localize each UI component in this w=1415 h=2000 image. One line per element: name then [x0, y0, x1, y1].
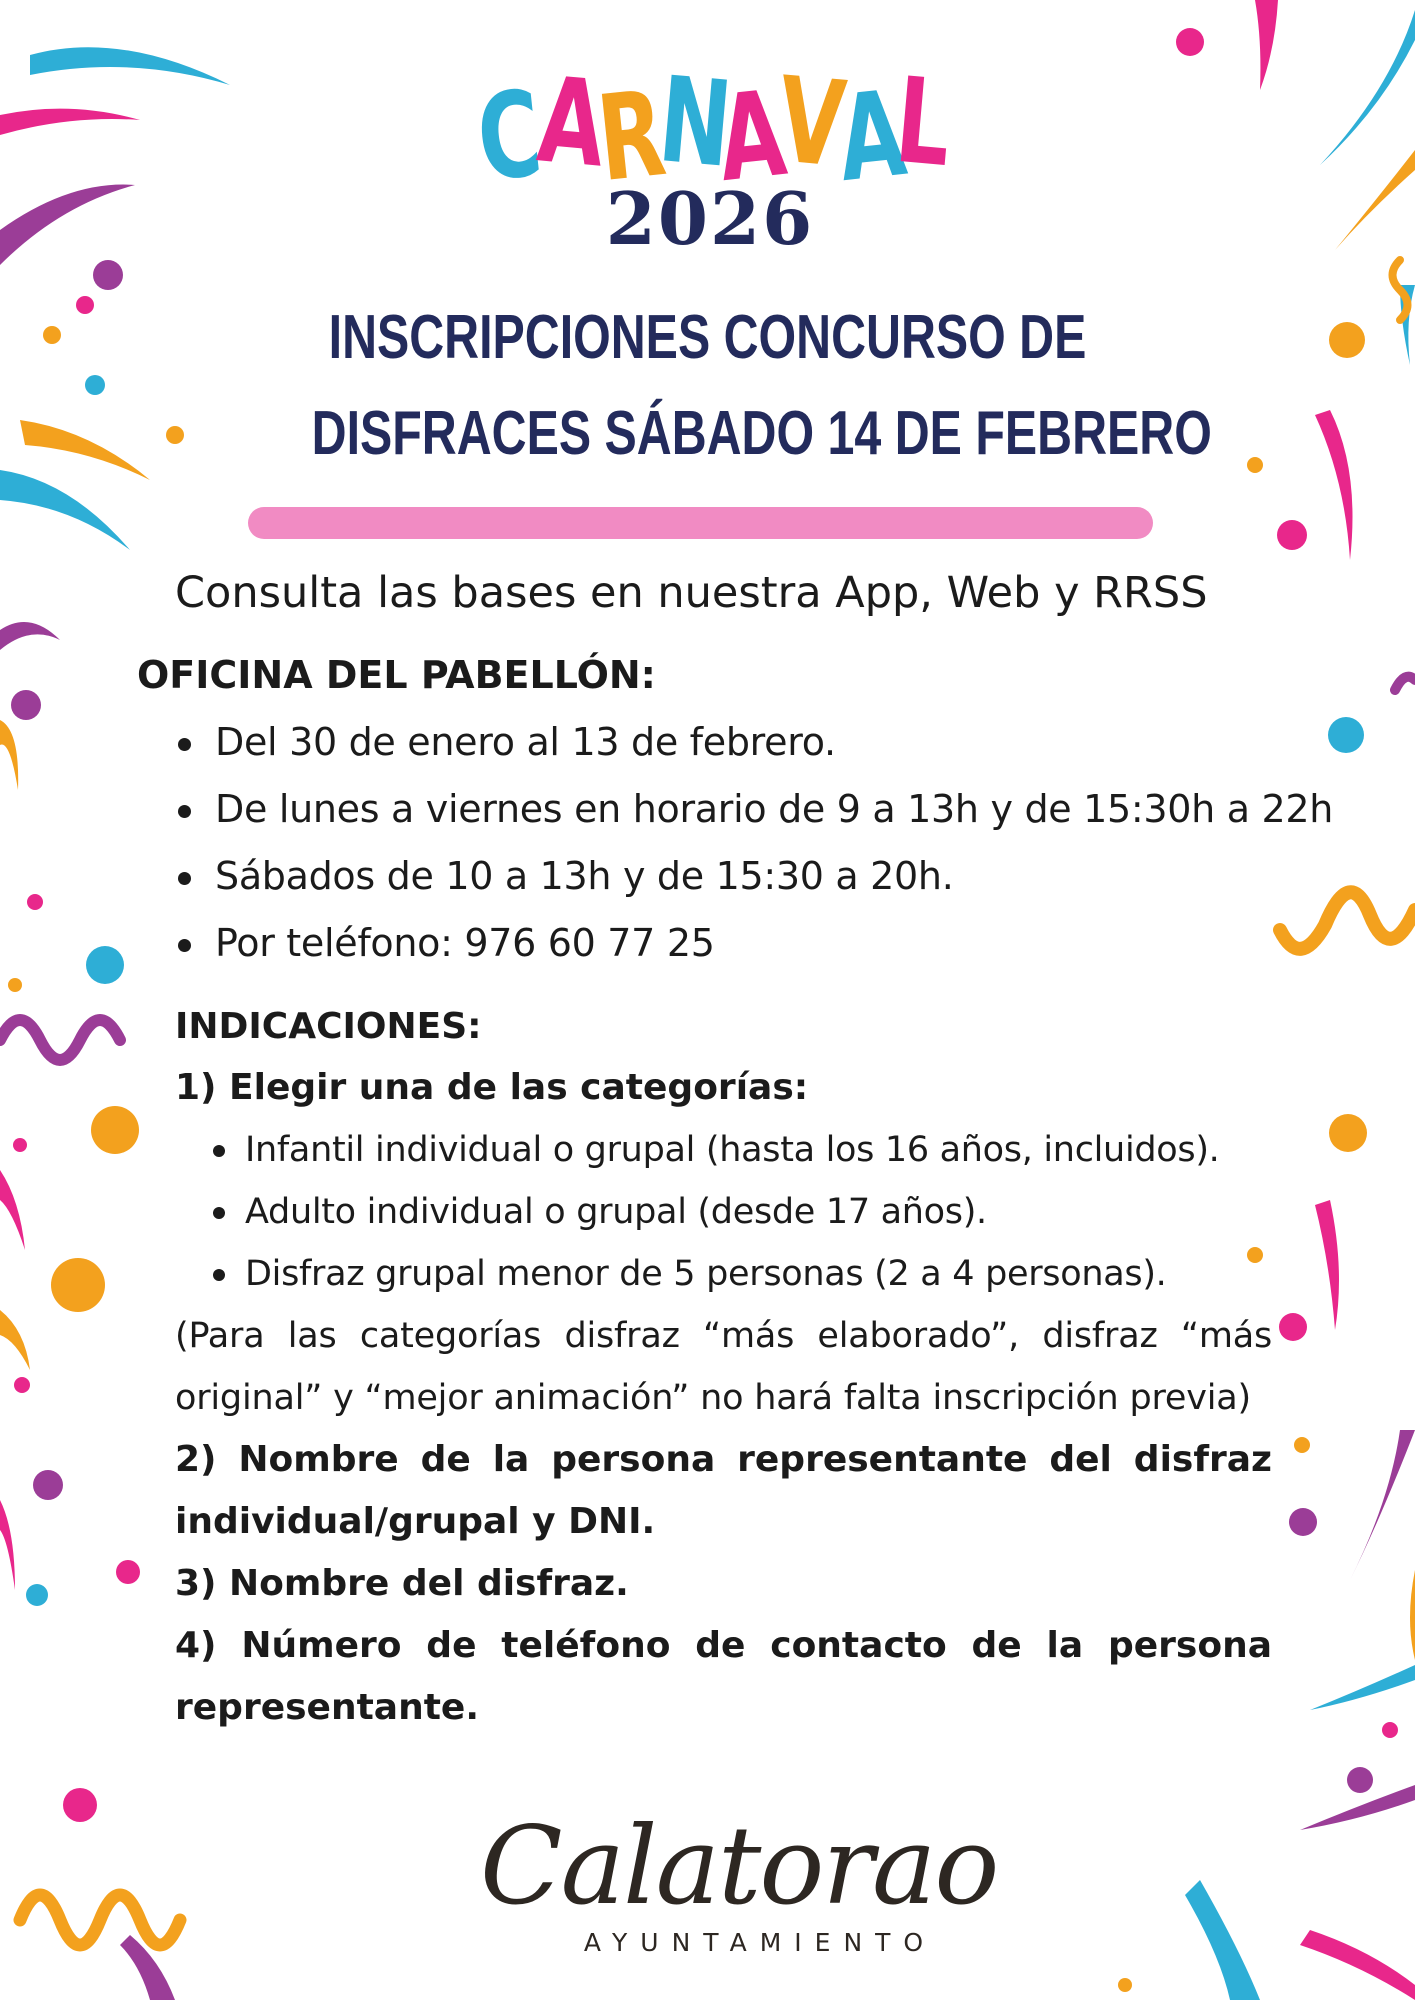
streamer-right-4	[1315, 410, 1353, 560]
indications-section	[175, 997, 1272, 1739]
spiral-right-purple	[1395, 677, 1415, 690]
dot	[43, 326, 61, 344]
step-3: 3) Nombre del disfraz.	[175, 1563, 629, 1604]
dot	[8, 978, 22, 992]
streamer-right-11	[1300, 1930, 1415, 2000]
dot	[1289, 1508, 1317, 1536]
dot	[13, 1138, 27, 1152]
spiral-left-purple	[0, 1020, 120, 1060]
dot	[1329, 322, 1365, 358]
streamer-left-6	[0, 622, 60, 650]
list-item: Disfraz grupal menor de 5 personas (2 a 4 personas).	[209, 1243, 1272, 1305]
streamer-left-7	[0, 720, 18, 790]
streamer-left-4	[20, 420, 150, 480]
streamer-right-1	[1255, 0, 1278, 90]
step-2: 2) Nombre de la persona representante del disfraz individual/grupal y DNI.	[175, 1439, 1272, 1542]
streamer-left-3	[0, 185, 135, 265]
office-heading: OFICINA DEL PABELLÓN:	[137, 653, 656, 697]
dot	[91, 1106, 139, 1154]
category-list	[175, 1119, 1272, 1305]
streamer-right-8	[1310, 1665, 1415, 1710]
carnaval-year: 2026	[605, 176, 815, 261]
streamer-left-8	[0, 1170, 25, 1250]
dot	[116, 1560, 140, 1584]
dot	[51, 1258, 105, 1312]
carnaval-letter: A	[711, 63, 792, 209]
streamer-right-12	[1410, 1570, 1415, 1660]
streamer-right-10	[1185, 1880, 1260, 2000]
step-4: 4) Número de teléfono de contacto de la persona representante.	[175, 1625, 1272, 1728]
footer-logo-sub: AYUNTAMIENTO	[583, 1928, 937, 1957]
dot	[1279, 1313, 1307, 1341]
indications-heading: INDICACIONES:	[175, 1006, 482, 1047]
streamer-left-9	[0, 1500, 15, 1590]
dot	[27, 894, 43, 910]
list-item: Sábados de 10 a 13h y de 15:30 a 20h.	[170, 846, 1370, 913]
ayuntamiento-logo	[470, 1804, 998, 1968]
dot	[86, 946, 124, 984]
list-item: Infantil individual o grupal (hasta los 16 años, incluidos).	[209, 1119, 1272, 1181]
streamer-right-7	[1350, 1430, 1415, 1580]
carnaval-letter: R	[591, 63, 672, 209]
dot	[63, 1788, 97, 1822]
page-title	[311, 290, 1212, 482]
dot	[1294, 1437, 1310, 1453]
dot	[1382, 1722, 1398, 1738]
list-item: Por teléfono: 976 60 77 25	[170, 913, 1370, 980]
carnaval-logo	[470, 50, 957, 261]
dot	[93, 260, 123, 290]
list-item: Del 30 de enero al 13 de febrero.	[170, 712, 1370, 779]
dot	[11, 690, 41, 720]
carnaval-letter: A	[532, 50, 611, 194]
streamer-left-2	[0, 109, 140, 135]
title-line-1: INSCRIPCIONES CONCURSO DE	[328, 303, 1087, 372]
office-hours-list	[170, 712, 1370, 980]
carnaval-letter: A	[831, 63, 912, 209]
dot	[1347, 1767, 1373, 1793]
dot	[1277, 520, 1307, 550]
pink-divider	[248, 507, 1153, 539]
dot	[1329, 1114, 1367, 1152]
swirl-right-top	[1393, 260, 1408, 320]
carnaval-word	[470, 50, 957, 209]
streamer-right-2	[1320, 10, 1415, 165]
title-line-2: DISFRACES SÁBADO 14 DE FEBRERO	[311, 399, 1212, 468]
dot	[1176, 28, 1204, 56]
carnaval-letter: L	[890, 50, 957, 194]
list-item: De lunes a viernes en horario de 9 a 13h y de 15:30h a 22h	[170, 779, 1370, 846]
dot	[166, 426, 184, 444]
dot	[1247, 457, 1263, 473]
consult-rules-text: Consulta las bases en nuestra App, Web y RRSS	[175, 568, 1208, 618]
streamer-left-1	[30, 47, 230, 85]
list-item: Adulto individual o grupal (desde 17 años).	[209, 1181, 1272, 1243]
carnaval-letter: N	[653, 50, 737, 194]
streamer-right-6	[1315, 1200, 1339, 1330]
carnaval-letter: V	[772, 50, 851, 194]
footer-logo-name: Calatorao	[480, 1804, 998, 1929]
dot	[76, 296, 94, 314]
streamer-right-3	[1335, 150, 1415, 250]
streamer-left-10	[0, 1310, 30, 1370]
dot	[26, 1584, 48, 1606]
dot	[1118, 1978, 1132, 1992]
dot	[14, 1377, 30, 1393]
carnaval-letter: C	[471, 64, 548, 208]
dot	[85, 375, 105, 395]
step-1: 1) Elegir una de las categorías:	[175, 1067, 809, 1108]
dot	[33, 1470, 63, 1500]
spiral-left-orange	[20, 1895, 180, 1945]
streamer-left-5	[0, 470, 130, 550]
categories-note: (Para las categorías disfraz “más elaborado”, disfraz “más original” y “mejor animación” no hará falta inscripción previa)	[175, 1316, 1272, 1418]
